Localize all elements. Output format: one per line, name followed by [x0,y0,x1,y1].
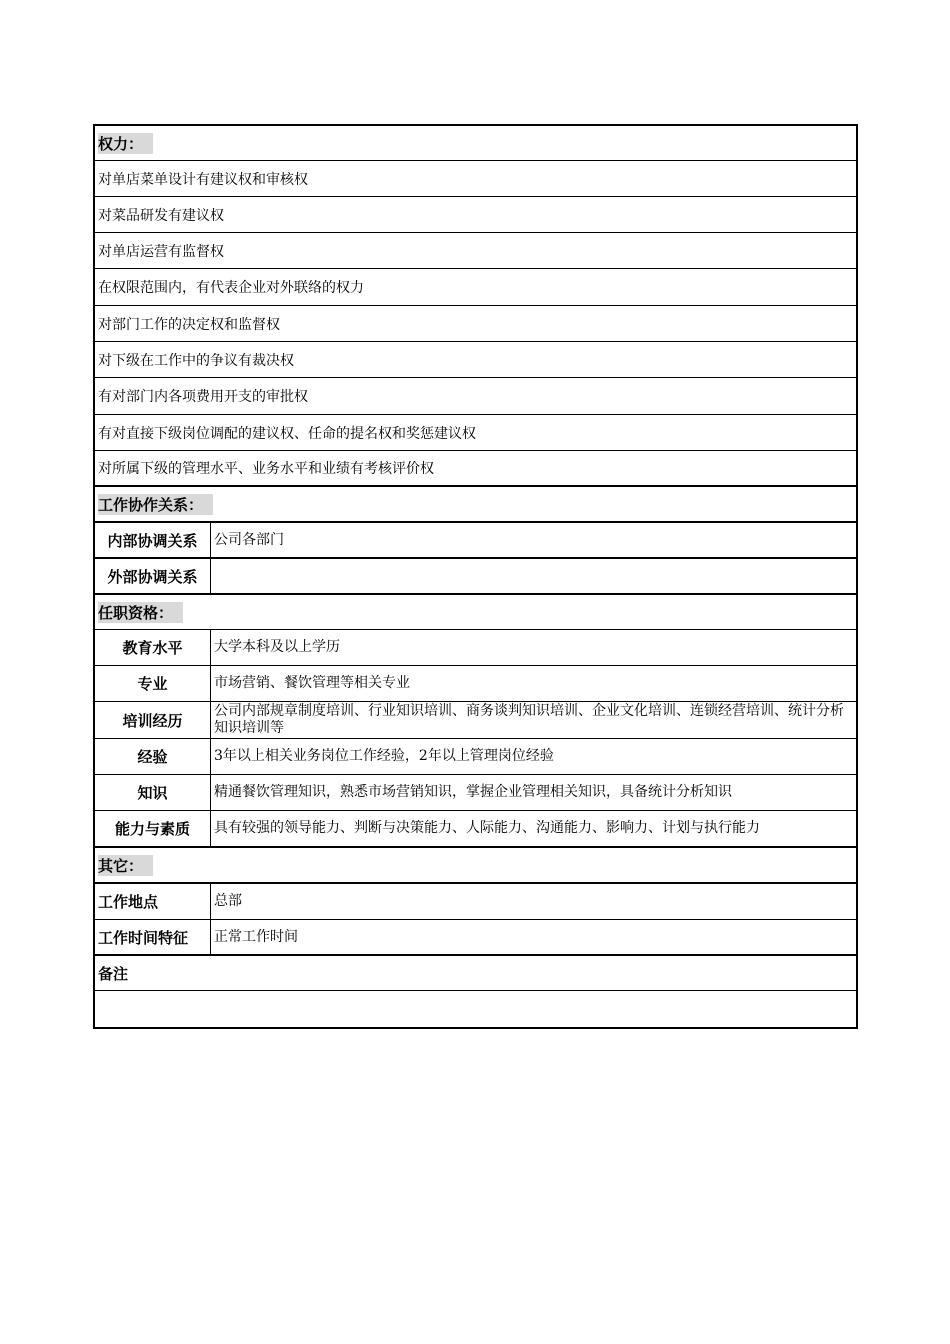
qualification-row [95,702,856,739]
qualification-value: 具有较强的领导能力、判断与决策能力、人际能力、沟通能力、影响力、计划与执行能力 [214,820,760,836]
other-value: 正常工作时间 [214,928,298,945]
qualification-label: 能力与素质 [95,811,211,846]
authority-item: 有对部门内各项费用开支的审批权 [95,378,856,415]
cooperation-label: 内部协调关系 [95,523,211,557]
qualification-row [95,775,856,811]
cooperation-value: 公司各部门 [214,531,284,548]
qualification-row [95,811,856,848]
qualification-label: 专业 [95,666,211,701]
cooperation-value [211,559,856,593]
cooperation-header: 工作协作关系： [98,494,213,515]
other-row [95,884,856,920]
authority-item: 对部门工作的决定权和监督权 [95,306,856,342]
authority-item: 有对直接下级岗位调配的建议权、任命的提名权和奖惩建议权 [95,415,856,451]
qualification-row [95,739,856,775]
qualification-label: 培训经历 [95,702,211,738]
remarks-header: 备注 [98,965,129,983]
cooperation-header-row [95,487,856,523]
qualification-label: 知识 [95,775,211,810]
authority-header-row [95,126,856,161]
other-header-row [95,848,856,884]
other-header: 其它： [98,855,153,876]
authority-item: 对所属下级的管理水平、业务水平和业绩有考核评价权 [95,451,856,487]
qualification-row [95,666,856,702]
other-label: 工作地点 [95,884,211,919]
authority-item: 对单店运营有监督权 [95,233,856,269]
remarks-value [95,991,856,1027]
qualification-row [95,630,856,666]
authority-header: 权力： [98,133,153,154]
authority-item: 在权限范围内，有代表企业对外联络的权力 [95,269,856,306]
remarks-header-row [95,956,856,991]
qualification-label: 教育水平 [95,630,211,665]
qualification-value: 市场营销、餐饮管理等相关专业 [214,675,410,691]
authority-item: 对下级在工作中的争议有裁决权 [95,342,856,378]
cooperation-label: 外部协调关系 [95,559,211,593]
cooperation-row [95,559,856,595]
qualification-value: 3年以上相关业务岗位工作经验，2年以上管理岗位经验 [214,748,554,764]
other-row [95,920,856,956]
qualifications-header: 任职资格： [98,602,183,623]
qualification-value: 大学本科及以上学历 [214,639,340,655]
other-label: 工作时间特征 [95,920,211,954]
remarks-row [95,991,856,1027]
qualifications-header-row [95,595,856,630]
qualification-value: 精通餐饮管理知识，熟悉市场营销知识，掌握企业管理相关知识，具备统计分析知识 [214,784,732,800]
cooperation-row [95,523,856,559]
authority-item: 对单店菜单设计有建议权和审核权 [95,161,856,197]
qualification-value: 公司内部规章制度培训、行业知识培训、商务谈判知识培训、企业文化培训、连锁经营培训、统计分析知识培训等 [214,703,844,736]
other-value: 总部 [214,893,242,909]
job-description-table [93,124,858,1029]
authority-item: 对菜品研发有建议权 [95,197,856,233]
qualification-label: 经验 [95,739,211,774]
